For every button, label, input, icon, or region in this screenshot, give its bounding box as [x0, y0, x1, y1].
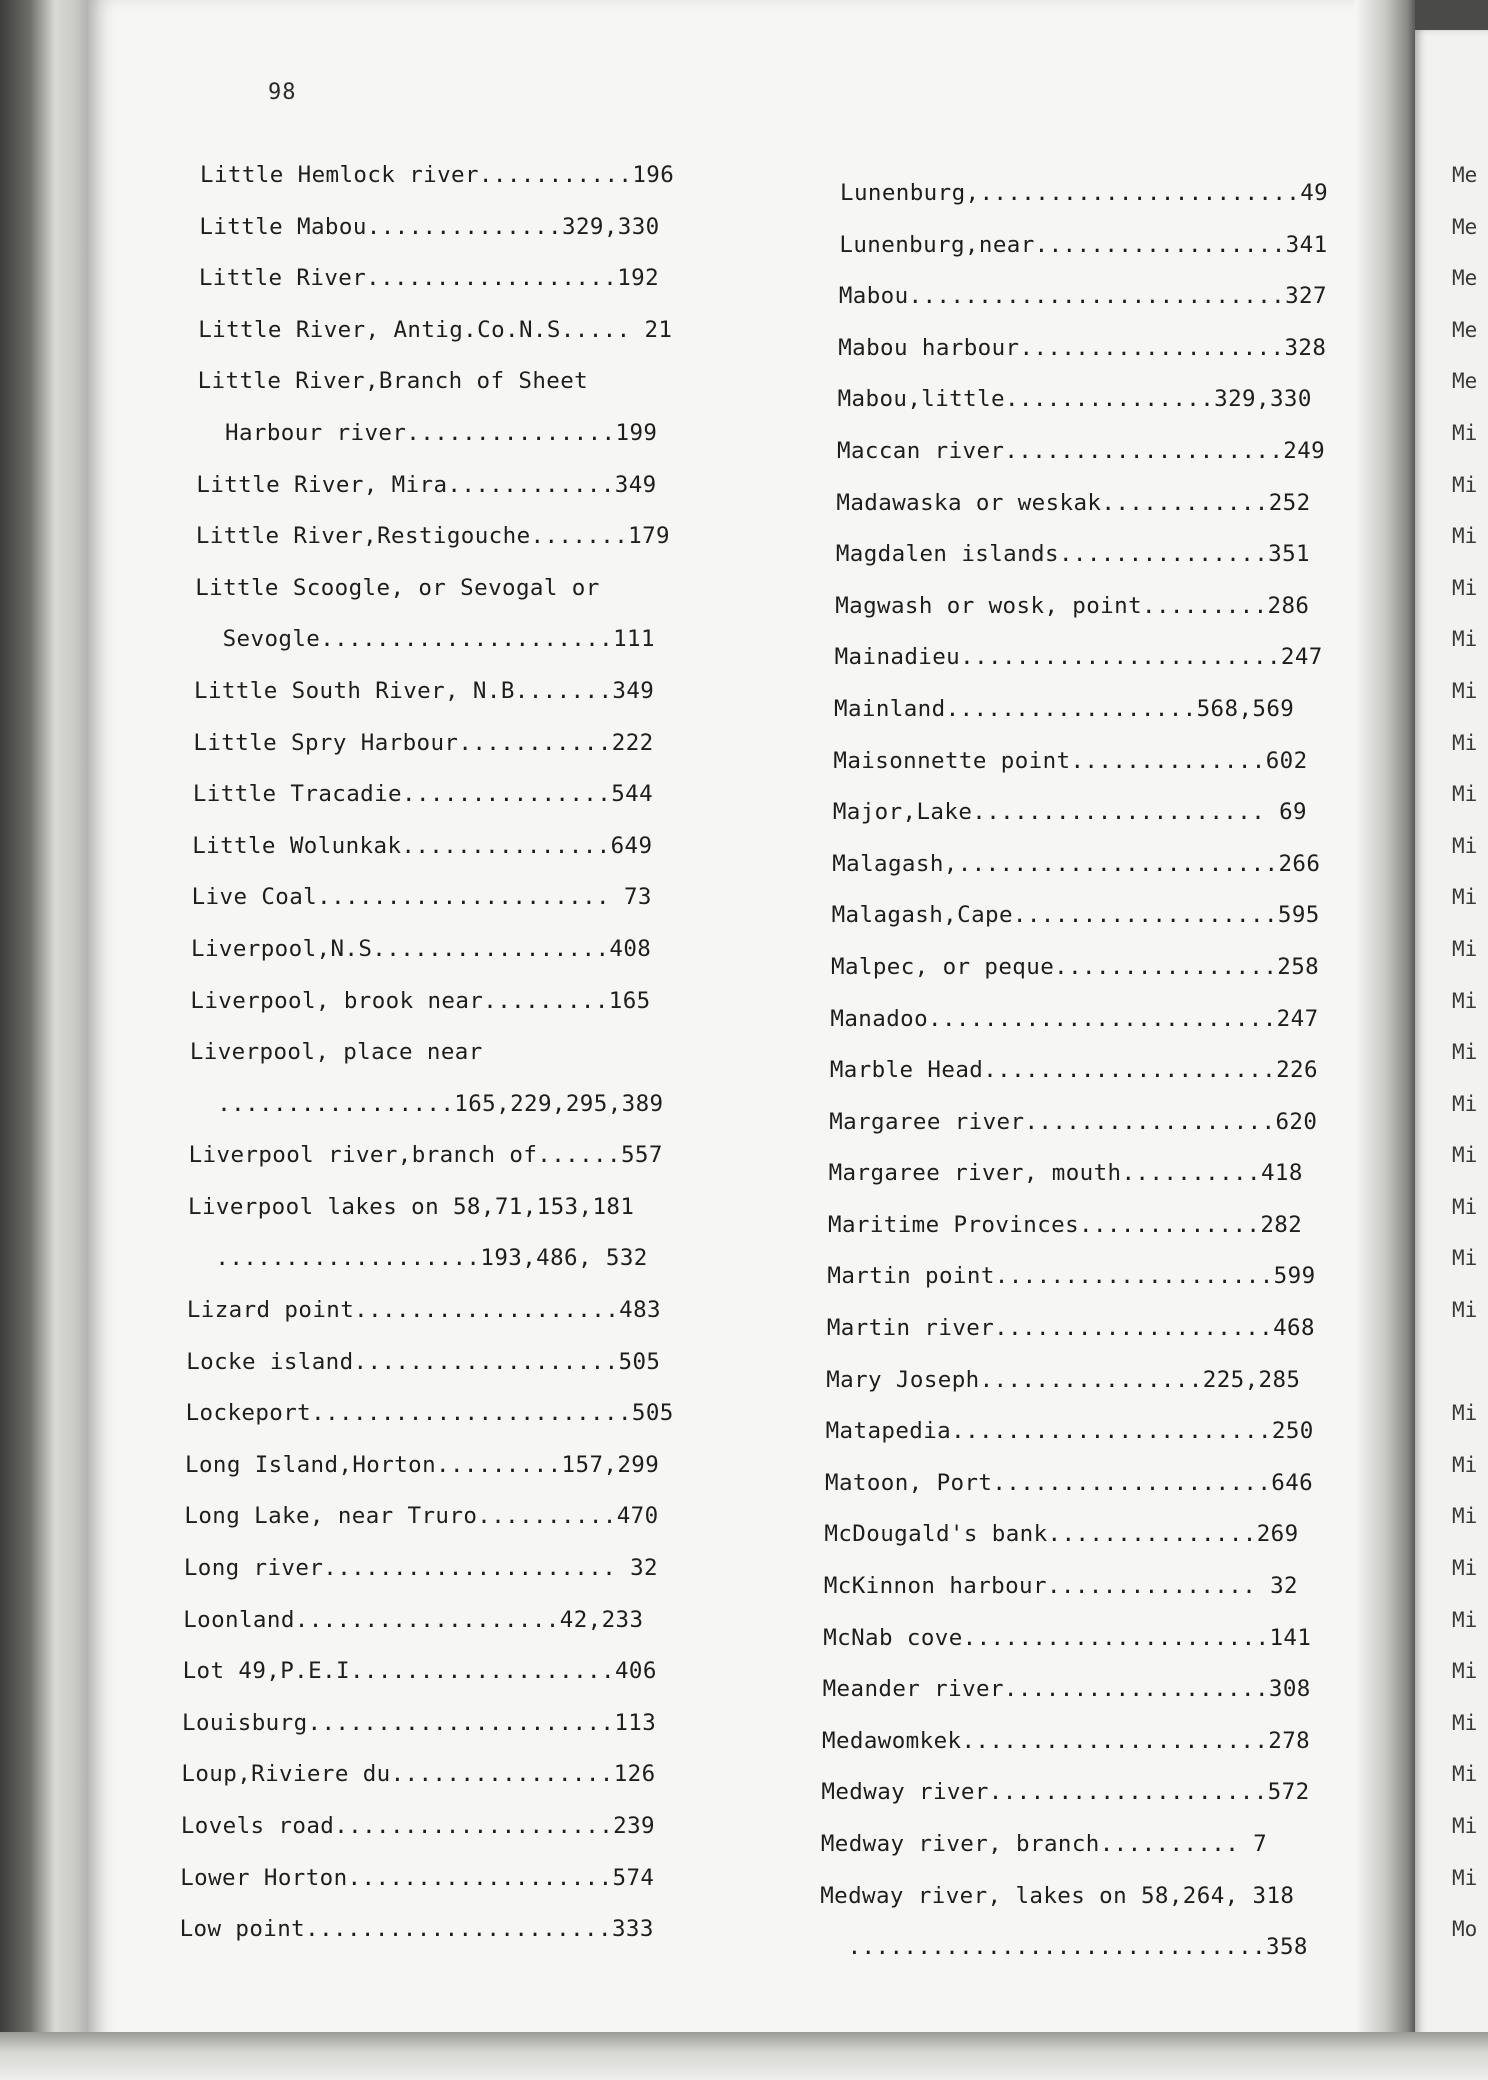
index-entry: Little River,Branch of Sheet — [197, 368, 589, 395]
facing-page-fragment: Me — [1452, 163, 1478, 187]
index-entry: Liverpool,N.S.................408 — [191, 935, 652, 962]
facing-page-fragment: Mi — [1452, 1246, 1478, 1271]
facing-page-fragment: Mi — [1452, 1194, 1478, 1219]
index-entry: Margaree river..................620 — [829, 1108, 1318, 1135]
index-entry: Lower Horton...................574 — [180, 1864, 655, 1891]
index-entry: Little South River, N.B.......349 — [194, 677, 655, 704]
page-gutter — [1355, 0, 1415, 2080]
facing-page-fragment: Mi — [1452, 1762, 1478, 1787]
index-entry: Lovels road....................239 — [180, 1813, 655, 1839]
facing-page-fragments — [1452, 150, 1488, 1956]
facing-page-fragment: Mi — [1452, 1659, 1478, 1684]
index-column-left — [179, 150, 720, 1956]
scan-bottom-edge — [0, 2032, 1488, 2080]
facing-page-fragment: Mi — [1452, 1504, 1478, 1529]
page-number: 98 — [268, 80, 297, 105]
index-entry: ...................193,486, 532 — [215, 1245, 648, 1272]
facing-page-fragment: Me — [1452, 214, 1478, 239]
index-entry: Mabou...........................327 — [838, 283, 1327, 310]
facing-page-fragment: Mi — [1452, 1710, 1478, 1735]
index-entry: McDougald's bank...............269 — [824, 1521, 1299, 1548]
index-entry: .................165,229,295,389 — [217, 1090, 664, 1117]
index-entry: Liverpool, brook near.........165 — [190, 987, 651, 1014]
index-entry: Lunenburg,.......................49 — [840, 180, 1329, 206]
index-entry: Meander river...................308 — [822, 1676, 1311, 1703]
index-entry: Maisonnette point..............602 — [833, 747, 1308, 774]
facing-page-fragment: Mi — [1452, 1091, 1478, 1116]
index-entry: Little Tracadie...............544 — [192, 781, 654, 808]
index-entry: Locke island...................505 — [186, 1348, 661, 1375]
index-entry: Little Hemlock river...........196 — [200, 162, 675, 188]
index-entry: Medway river....................572 — [821, 1779, 1310, 1806]
index-entry: Magwash or wosk, point.........286 — [835, 592, 1310, 619]
facing-page-fragment: Me — [1452, 317, 1478, 342]
index-entry: Louisburg......................113 — [182, 1709, 657, 1736]
facing-page-fragment: Mi — [1452, 988, 1478, 1013]
index-entry: Medway river, branch.......... 7 — [820, 1831, 1268, 1857]
facing-page-fragment: Mi — [1452, 420, 1478, 445]
index-entry: Maccan river....................249 — [837, 437, 1326, 464]
index-entry: Sevogle.....................111 — [222, 626, 655, 653]
book-spine — [0, 0, 96, 2080]
index-entry: Little River, Antig.Co.N.S..... 21 — [198, 316, 673, 343]
index-entry: Little River, Mira............349 — [196, 471, 657, 498]
index-entry: McKinnon harbour............... 32 — [823, 1573, 1298, 1600]
index-entry: Lizard point...................483 — [186, 1297, 661, 1324]
facing-page-fragment: Mi — [1452, 885, 1478, 910]
index-entry: Harbour river...............199 — [225, 419, 658, 446]
facing-page-fragment: Me — [1452, 266, 1478, 291]
index-entry: Martin point....................599 — [827, 1263, 1316, 1290]
index-entry: Loonland...................42,233 — [183, 1606, 644, 1633]
index-column-right — [820, 168, 1360, 1974]
index-entry: Loup,Riviere du................126 — [181, 1761, 656, 1788]
facing-page-fragment: Mi — [1452, 1143, 1478, 1168]
index-entry: Mainadieu.......................247 — [834, 644, 1323, 671]
index-entry: Long river..................... 32 — [183, 1555, 658, 1582]
facing-page-fragment: Mi — [1452, 1401, 1478, 1426]
index-entry: Little Wolunkak...............649 — [192, 832, 653, 859]
index-entry: Manadoo.........................247 — [830, 1005, 1319, 1032]
facing-page-fragment — [1452, 1337, 1488, 1389]
index-entry: Mainland..................568,569 — [834, 695, 1295, 722]
index-entry: Mabou,little...............329,330 — [837, 386, 1312, 413]
index-entry: Little Scoogle, or Sevogal or — [195, 574, 600, 601]
index-entry: Liverpool, place near — [189, 1039, 483, 1066]
index-entry: McNab cove......................141 — [823, 1624, 1312, 1651]
facing-page-fragment: Mi — [1452, 782, 1478, 807]
facing-page-fragment: Mi — [1452, 472, 1478, 497]
index-entry: Magdalen islands...............351 — [835, 541, 1310, 568]
index-entry: Malpec, or peque................258 — [831, 953, 1320, 980]
facing-page-fragment: Mi — [1452, 1298, 1478, 1323]
facing-page-fragment: Mi — [1452, 730, 1478, 755]
facing-page-fragment: Mi — [1452, 833, 1478, 858]
facing-page-fragment: Mi — [1452, 575, 1478, 600]
index-entry: Mary Joseph................225,285 — [826, 1366, 1301, 1393]
index-entry: Lunenburg,near..................341 — [839, 231, 1328, 258]
facing-page-fragment: Me — [1452, 369, 1478, 394]
index-entry: Matoon, Port....................646 — [825, 1469, 1314, 1496]
facing-page-fragment: Mi — [1452, 1865, 1478, 1890]
facing-page-fragment: Mi — [1452, 678, 1478, 703]
index-entry: Margaree river, mouth..........418 — [828, 1160, 1303, 1187]
index-entry: Martin river....................468 — [826, 1315, 1315, 1342]
index-entry: Long Lake, near Truro..........470 — [184, 1503, 659, 1530]
index-entry: Little River..................192 — [198, 265, 660, 292]
index-entry: ..............................358 — [847, 1934, 1308, 1961]
index-entry: Madawaska or weskak............252 — [836, 489, 1311, 516]
facing-page-fragment: Mi — [1452, 936, 1478, 961]
facing-page-fragment: Mi — [1452, 1040, 1478, 1065]
index-entry: Lot 49,P.E.I...................406 — [182, 1658, 657, 1685]
facing-page-fragment: Mo — [1452, 1917, 1478, 1942]
index-entry: Medawomkek......................278 — [822, 1727, 1311, 1754]
facing-page-fragment: Mi — [1452, 1814, 1478, 1838]
index-entry: Malagash,Cape...................595 — [831, 902, 1320, 929]
index-entry: Mabou harbour...................328 — [838, 334, 1327, 361]
index-entry: Matapedia.......................250 — [825, 1418, 1314, 1445]
facing-page-fragment: Mi — [1452, 524, 1478, 549]
index-entry: Major,Lake..................... 69 — [832, 799, 1307, 826]
index-entry: Liverpool river,branch of......557 — [188, 1142, 663, 1169]
facing-page-fragment: Mi — [1452, 627, 1478, 652]
index-entry: Live Coal..................... 73 — [191, 884, 652, 911]
facing-page-fragment: Mi — [1452, 1607, 1478, 1632]
index-entry: Marble Head.....................226 — [829, 1057, 1318, 1084]
index-entry: Malagash,.......................266 — [832, 850, 1321, 877]
index-entry: Little Spry Harbour...........222 — [193, 729, 654, 756]
index-entry: Little Mabou..............329,330 — [199, 213, 660, 240]
index-entry: Low point......................333 — [179, 1916, 654, 1943]
index-entry: Little River,Restigouche.......179 — [195, 523, 670, 550]
index-entry: Medway river, lakes on 58,264, 318 — [820, 1882, 1295, 1909]
index-entry: Liverpool lakes on 58,71,153,181 — [188, 1193, 635, 1220]
facing-page-fragment: Mi — [1452, 1556, 1478, 1581]
index-entry: Lockeport.......................505 — [185, 1400, 674, 1427]
index-entry: Long Island,Horton.........157,299 — [185, 1451, 660, 1478]
facing-page-fragment: Mi — [1452, 1452, 1478, 1477]
index-entry: Maritime Provinces.............282 — [828, 1211, 1303, 1238]
